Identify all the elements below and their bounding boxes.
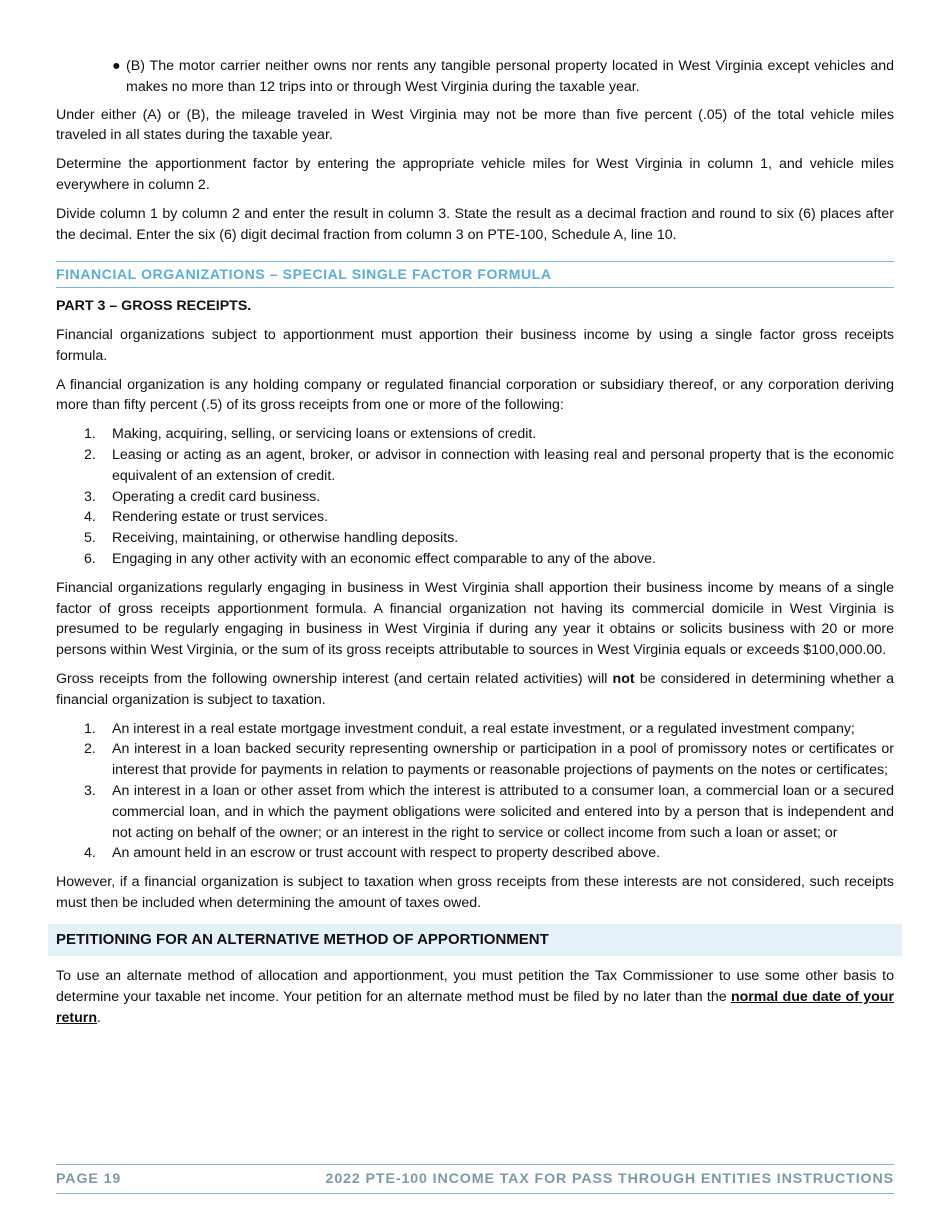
list-item [56, 487, 894, 508]
petition-paragraph [56, 966, 894, 1028]
intro-paragraph: Divide column 1 by column 2 and enter the result in column 3. State the result as a decimal fraction and round to six (6) places after the decimal. Enter the six (6) digit decimal fraction from column 3 on PTE-100, Schedule A, line 10. [56, 205, 894, 243]
part-heading: PART 3 – GROSS RECEIPTS. [56, 298, 252, 315]
list-item [56, 781, 894, 843]
list-number: 3. [84, 782, 96, 799]
list-number: 5. [84, 530, 96, 547]
text-run: . [97, 1010, 101, 1027]
list-item-text: Making, acquiring, selling, or servicing loans or extensions of credit. [112, 426, 537, 443]
bullet-item-b [56, 56, 894, 98]
list-item [56, 424, 894, 445]
intro-paragraph: Determine the apportionment factor by entering the appropriate vehicle miles for West Virginia in column 1, and vehicle miles everywhere in column 2. [56, 156, 894, 193]
document-title: 2022 PTE-100 INCOME TAX FOR PASS THROUGH ENTITIES INSTRUCTIONS [325, 1171, 894, 1187]
list-number: 4. [84, 845, 96, 862]
activities-list [56, 424, 894, 570]
list-item-text: An interest in a real estate mortgage investment conduit, a real estate investment, or a regulated investment company; [112, 720, 855, 737]
body-paragraph: Financial organizations regularly engaging in business in West Virginia shall apportion their business income by means of a single factor of gross receipts apportionment formula. A financial organization not having its commercial domicile in West Virginia is presumed to be regularly engaging in business in West Virginia if during any year it obtains or solicits business with 20 or more persons within West Virginia, or the sum of its gross receipts attributable to sources in West Virginia equals or exceeds $100,000.00. [56, 579, 894, 659]
emphasis-not: not [612, 670, 635, 687]
bullet-icon: ● [112, 58, 121, 74]
list-item-text: An amount held in an escrow or trust account with respect to property described above. [112, 845, 661, 862]
section-heading-petitioning: PETITIONING FOR AN ALTERNATIVE METHOD OF APPORTIONMENT [48, 924, 902, 957]
list-number: 3. [84, 488, 96, 505]
body-paragraph-ownership [56, 669, 894, 711]
list-item [56, 843, 894, 864]
list-item [56, 528, 894, 549]
list-item-text: Receiving, maintaining, or otherwise handling deposits. [112, 530, 459, 547]
interests-list [56, 719, 894, 865]
page-content [56, 56, 894, 1037]
body-paragraph: However, if a financial organization is subject to taxation when gross receipts from these interests are not considered, such receipts must then be included when determining the amount of taxes owed. [56, 874, 894, 911]
list-number: 6. [84, 550, 96, 567]
list-number: 1. [84, 426, 96, 443]
list-number: 4. [84, 509, 96, 526]
body-paragraph: Financial organizations subject to apportionment must apportion their business income by using a single factor gross receipts formula. [56, 326, 894, 364]
list-item [56, 507, 894, 528]
list-item [56, 719, 894, 740]
intro-paragraph: Under either (A) or (B), the mileage traveled in West Virginia may not be more than five percent (.05) of the total vehicle miles traveled in all states during the taxable year. [56, 106, 894, 144]
list-item-text: Leasing or acting as an agent, broker, or advisor in connection with leasing real and personal property that is the economic equivalent of an extension of credit. [112, 446, 894, 484]
bullet-b-text: (B) The motor carrier neither owns nor rents any tangible personal property located in West Virginia except vehicles and makes no more than 12 trips into or through West Virginia during the taxable year. [126, 58, 894, 95]
page-number: PAGE 19 [56, 1171, 122, 1187]
list-item-text: An interest in a loan or other asset from which the interest is attributed to a consumer loan, a commercial loan or a secured commercial loan, and in which the payment obligations were solicited and entered into by a person that is independent and not acting on behalf of the owner; or an interest in the right to service or collect income from such a loan or asset; or [112, 782, 894, 841]
list-item [56, 549, 894, 570]
list-item [56, 739, 894, 781]
text-run: Gross receipts from the following ownership interest (and certain related activities) will [56, 670, 613, 687]
list-number: 2. [84, 741, 96, 758]
body-paragraph: A financial organization is any holding company or regulated financial corporation or subsidiary thereof, or any corporation deriving more than fifty percent (.5) of its gross receipts from one or more of the following: [56, 376, 894, 414]
page-footer [56, 1164, 894, 1194]
list-item-text: An interest in a loan backed security representing ownership or participation in a pool of promissory notes or certificates or interest that provide for payments in relation to payments or reasonable projections of payments on the notes or certificates; [112, 741, 894, 779]
text-run: To use an alternate method of allocation and apportionment, you must petition the Tax Commissioner to use some other basis to determine your taxable net income. Your petition for an alternate method must be filed by no later than the [56, 968, 894, 1006]
list-item-text: Operating a credit card business. [112, 488, 321, 505]
due-date-emphasis: normal due date of your return [56, 989, 894, 1027]
text-run: be considered in determining whether a financial organization is subject to taxation. [56, 670, 894, 708]
list-number: 2. [84, 446, 96, 463]
list-number: 1. [84, 720, 96, 737]
list-item-text: Engaging in any other activity with an economic effect comparable to any of the above. [112, 550, 656, 567]
list-item-text: Rendering estate or trust services. [112, 509, 329, 526]
section-heading-financial-organizations: FINANCIAL ORGANIZATIONS – SPECIAL SINGLE FACTOR FORMULA [56, 261, 894, 288]
list-item [56, 445, 894, 487]
